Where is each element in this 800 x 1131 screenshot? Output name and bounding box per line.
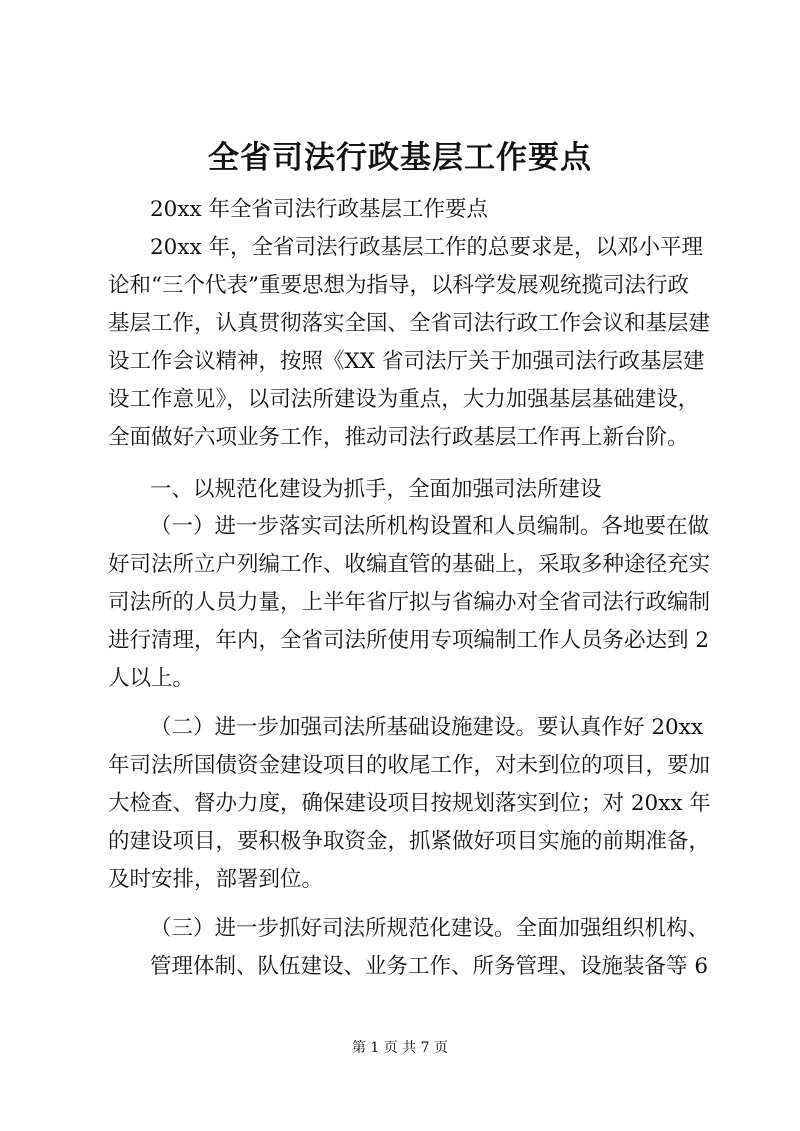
text-line: 20xx 年，全省司法行政基层工作的总要求是，以邓小平理	[150, 235, 703, 260]
document-title: 全省司法行政基层工作要点	[208, 140, 592, 176]
text-line: 的建设项目，要积极争取资金，抓紧做好项目实施的前期准备，	[108, 829, 711, 854]
text-line: （一）进一步落实司法所机构设置和人员编制。各地要在做	[150, 514, 710, 539]
page-number: 第 1 页 共 7 页	[351, 1040, 449, 1056]
text-line: 及时安排，部署到位。	[108, 867, 324, 892]
text-line: 人以上。	[108, 666, 195, 691]
text-line: （二）进一步加强司法所基础设施建设。要认真作好 20xx	[150, 715, 703, 740]
text-line: 基层工作，认真贯彻落实全国、全省司法行政工作会议和基层建	[108, 311, 711, 336]
text-line: 大检查、督办力度，确保建设项目按规划落实到位；对 20xx 年	[108, 791, 711, 816]
text-line: 进行清理，年内，全省司法所使用专项编制工作人员务必达到 2	[108, 628, 710, 653]
text-line: 论和“三个代表”重要思想为指导，以科学发展观统揽司法行政	[108, 273, 689, 298]
text-line: 年司法所国债资金建设项目的收尾工作，对未到位的项目，要加	[108, 753, 711, 778]
text-line: （三）进一步抓好司法所规范化建设。全面加强组织机构、	[150, 916, 710, 941]
text-line: 全面做好六项业务工作，推动司法行政基层工作再上新台阶。	[108, 425, 689, 450]
text-line: 司法所的人员力量，上半年省厅拟与省编办对全省司法行政编制	[108, 590, 711, 615]
text-line: 设工作会议精神，按照《XX 省司法厅关于加强司法行政基层建	[108, 349, 705, 374]
text-line: 好司法所立户列编工作、收编直管的基础上，采取多种途径充实	[108, 552, 711, 577]
section-heading: 一、以规范化建设为抓手，全面加强司法所建设	[150, 477, 602, 502]
text-line: 设工作意见》，以司法所建设为重点，大力加强基层基础建设，	[108, 387, 700, 412]
text-line: 20xx 年全省司法行政基层工作要点	[150, 197, 488, 222]
text-line: 管理体制、队伍建设、业务工作、所务管理、设施装备等 6	[150, 954, 709, 979]
